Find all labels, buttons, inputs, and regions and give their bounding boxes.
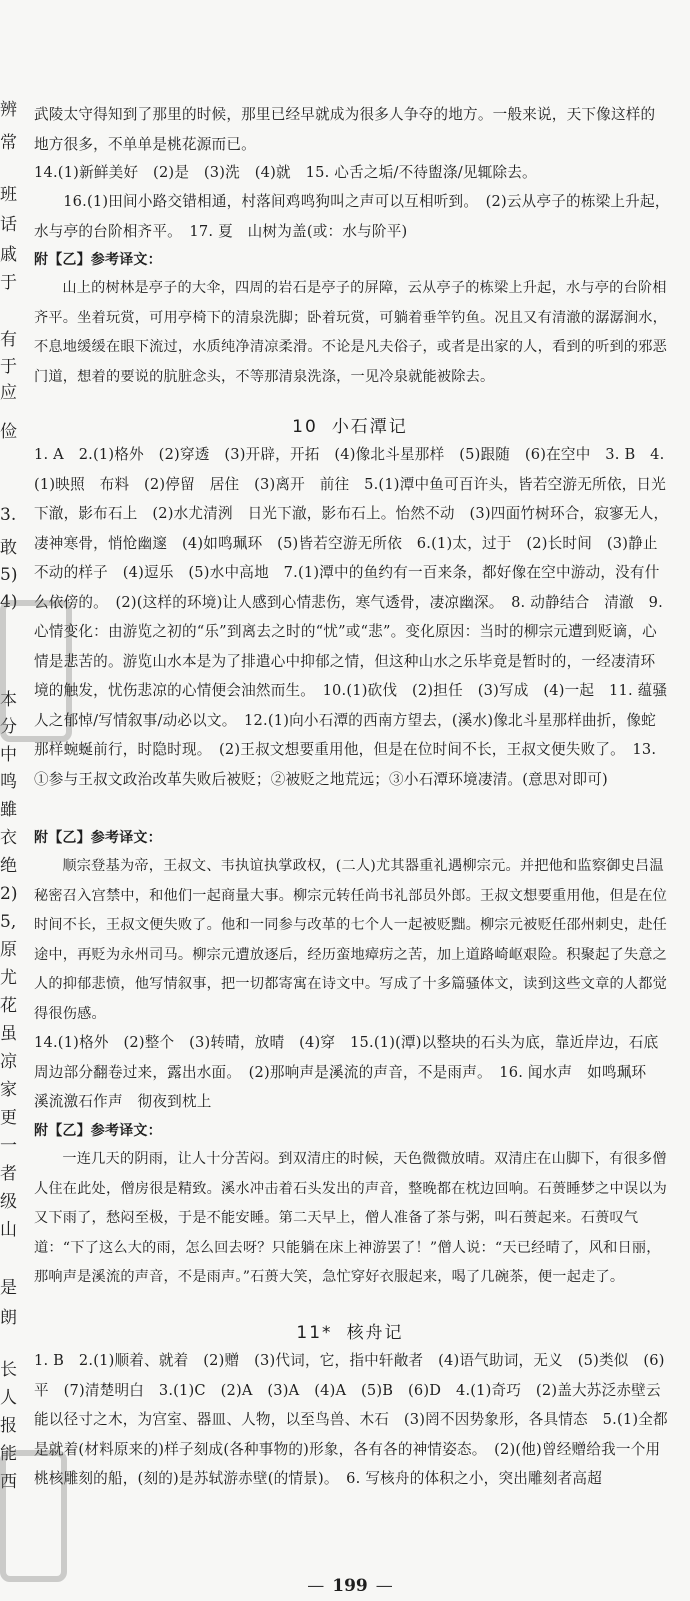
- answer-block: 14.(1)格外 (2)整个 (3)转晴，放晴 (4)穿 15.(1)(潭)以整块的石头为底，靠近岸边，石底周边部分翻卷过来，露出水面。 (2)那响声是溪流的声音，不是雨声。 16. 闻水声 如鸣珮环 溪流激石作声 彻夜到枕上: [34, 1034, 662, 1110]
- margin-char: 人: [0, 1388, 17, 1408]
- margin-char: 尤: [0, 968, 17, 988]
- left-margin-strip: [0, 0, 30, 1601]
- translation-paragraph: 山上的树林是亭子的大伞，四周的岩石是亭子的屏障，云从亭子的栋梁上升起，水与亭的台阶相齐平。坐着玩赏，可用亭椅下的清泉洗脚；卧着玩赏，可躺着垂竿钓鱼。况且又有清澈的潺潺涧水，不息地缓缓在眼下流过，水质纯净清凉柔滑。不论是凡夫俗子，或者是出家的人，看到的听到的邪恶门道，想着的要说的肮脏念头，不等那清泉洗涤，一见冷泉就能被除去。: [34, 280, 668, 385]
- margin-char: 能: [0, 1444, 17, 1464]
- margin-char: 级: [0, 1192, 17, 1212]
- margin-char: 原: [0, 940, 17, 960]
- margin-char: 中: [0, 745, 17, 765]
- margin-char: 长: [0, 1360, 17, 1380]
- margin-char: 俭: [0, 422, 17, 442]
- margin-char: 凉: [0, 1052, 17, 1072]
- section-title: 小石潭记: [331, 417, 408, 437]
- margin-char: 朗: [0, 1308, 17, 1328]
- translation-paragraph: 顺宗登基为帝，王叔文、韦执谊执掌政权，(二人)尤其器重礼遇柳宗元。并把他和监察御史吕温秘密召入宫禁中，和他们一起商量大事。柳宗元转任尚书礼部员外郎。王叔文想要重用他，但是在位时间不长，王叔文便失败了。他和一同参与改革的七个人一起被贬黜。柳宗元被贬任邵州刺史，赴任途中，再贬为永州司马。柳宗元遭放逐后，经历蛮地瘴疠之苦，加上道路崎岖艰险。积聚起了失意之人的抑郁悲愤，他写情叙事，把一切都寄寓在诗文中。写成了十多篇骚体文，读到这些文章的人都觉得很伤感。: [34, 858, 668, 1022]
- translation-label: 附【乙】参考译文：: [34, 830, 162, 846]
- margin-char: 山: [0, 1220, 17, 1240]
- margin-char: 5): [0, 565, 18, 585]
- margin-char: 戚: [0, 245, 17, 265]
- margin-char: 话: [0, 215, 17, 235]
- margin-char: 报: [0, 1416, 17, 1436]
- margin-char: 家: [0, 1080, 17, 1100]
- margin-char: 者: [0, 1164, 17, 1184]
- margin-char: 虽: [0, 1024, 17, 1044]
- page-number: — 199 —: [307, 1576, 393, 1596]
- margin-char: 本: [0, 690, 17, 710]
- margin-char: 班: [0, 185, 17, 205]
- margin-char: 4): [0, 592, 18, 612]
- section-heading: [30, 412, 670, 437]
- margin-char: 辨: [0, 100, 17, 120]
- margin-char: 衣: [0, 828, 17, 848]
- margin-char: 常: [0, 133, 17, 153]
- translation-paragraph: 一连几天的阴雨，让人十分苦闷。到双清庄的时候，天色微微放晴。双清庄在山脚下，有很多僧人住在此处，僧房很是精致。溪水冲击着石头发出的声音，整晚都在枕边回响。石蒉睡梦之中误以为又下雨了，愁闷至极，于是不能安睡。第二天早上，僧人准备了茶与粥，叫石蒉起来。石蒉叹气道：“下了这么大的雨，怎么回去呀？只能躺在床上神游罢了！”僧人说：“天已经晴了，风和日丽，那响声是溪流的声音，不是雨声。”石蒉大笑，急忙穿好衣服起来，喝了几碗茶，便一起走了。: [34, 1151, 668, 1285]
- section-number: 11*: [296, 1323, 333, 1343]
- margin-char: 于: [0, 273, 17, 293]
- margin-char: 分: [0, 717, 17, 737]
- margin-char: 是: [0, 1278, 17, 1298]
- margin-char: 2): [0, 884, 18, 904]
- translation-label: 附【乙】参考译文：: [34, 252, 162, 268]
- paragraph-translation-continued: 武陵太守得知到了那里的时候，那里已经早就成为很多人争夺的地方。一般来说，天下像这样的地方很多，不单单是桃花源而已。: [34, 106, 656, 153]
- margin-char: 一: [0, 1136, 17, 1156]
- answer-block: 1. A 2.(1)格外 (2)穿透 (3)开辟，开拓 (4)像北斗星那样 (5)跟随 (6)在空中 3. B 4.(1)映照 布料 (2)停留 居住 (3)离开 前往 5.(1)潭中鱼可百许头，皆若空游无所依，日光下澈，影布石上 (2)水尤清洌 日光下澈，影布石上。怡然不动 (3)四面竹树环合，寂寥无人，凄神寒骨，悄怆幽邃 (4)如鸣珮环 (5)皆若空游无所依 6.(1)太，过于 (2)长时间 (3)静止不动的样子 (4)逗乐 (5)水中高地 7.(1)潭中的鱼约有一百来条，都好像在空中游动，没有什么依傍的。 (2)(这样的环境)让人感到心情悲伤，寒气透骨，凄凉幽深。 8. 动静结合 清澈 9. 心情变化：由游览之初的“乐”到离去之时的“忧”或“悲”。变化原因：当时的柳宗元遭到贬谪，心情是悲苦的。游览山水本是为了排遣心中抑郁之情，但这种山水之乐毕竟是暂时的，一经凄清环境的触发，忧伤悲凉的心情便会油然而生。 10.(1)砍伐 (2)担任 (3)写成 (4)一起 11. 蕴骚人之郁悼/写情叙事/动必以文。 12.(1)向小石潭的西南方望去，(溪水)像北斗星那样曲折，像蛇那样蜿蜒前行，时隐时现。 (2)王叔文想要重用他，但是在位时间不长，王叔文便失败了。 13. ①参与王叔文政治改革失败后被贬；②被贬之地荒远；③小石潭环境凄清。(意思对即可): [34, 446, 669, 788]
- margin-char: 西: [0, 1472, 17, 1492]
- answer-line: 14.(1)新鲜美好 (2)是 (3)洗 (4)就 15. 心舌之垢/不待盥涤/见辄除去。: [34, 164, 537, 181]
- margin-char: 于: [0, 357, 17, 377]
- margin-char: 更: [0, 1108, 17, 1128]
- margin-char: 应: [0, 383, 17, 403]
- section-heading: [30, 1318, 670, 1343]
- margin-char: 鸣: [0, 772, 17, 792]
- section-title: 核舟记: [346, 1323, 404, 1343]
- margin-char: 5,: [0, 912, 17, 932]
- margin-char: 3.: [0, 505, 17, 525]
- section-number: 10: [292, 417, 318, 437]
- answer-line: 16.(1)田间小路交错相通，村落间鸡鸣狗叫之声可以互相听到。 (2)云从亭子的栋梁上升起，水与亭的台阶相齐平。 17. 夏 山树为盖(或：水与阶平): [34, 193, 670, 240]
- margin-char: 敢: [0, 538, 17, 558]
- margin-char: 绝: [0, 856, 17, 876]
- margin-char: 雖: [0, 800, 17, 820]
- answer-page: [30, 0, 676, 1601]
- margin-char: 有: [0, 330, 17, 350]
- margin-char: 花: [0, 996, 17, 1016]
- answer-block: 1. B 2.(1)顺着、就着 (2)赠 (3)代词，它，指中轩敞者 (4)语气助词，无义 (5)类似 (6)平 (7)清楚明白 3.(1)C (2)A (3)A (4)A (5)B (6)D 4.(1)奇巧 (2)盖大苏泛赤壁云 能以径寸之木，为宫室、器皿、人物，以至鸟兽、木石 (3)罔不因势象形，各具情态 5.(1)全都是就着(材料原来的)样子刻成(各种事物的)形象，各有各的神情姿态。 (2)(他)曾经赠给我一个用桃核雕刻的船，(刻的)是苏轼游赤壁(的情景)。 6. 写核舟的体积之小，突出雕刻者高超: [34, 1352, 676, 1487]
- translation-label: 附【乙】参考译文：: [34, 1123, 162, 1139]
